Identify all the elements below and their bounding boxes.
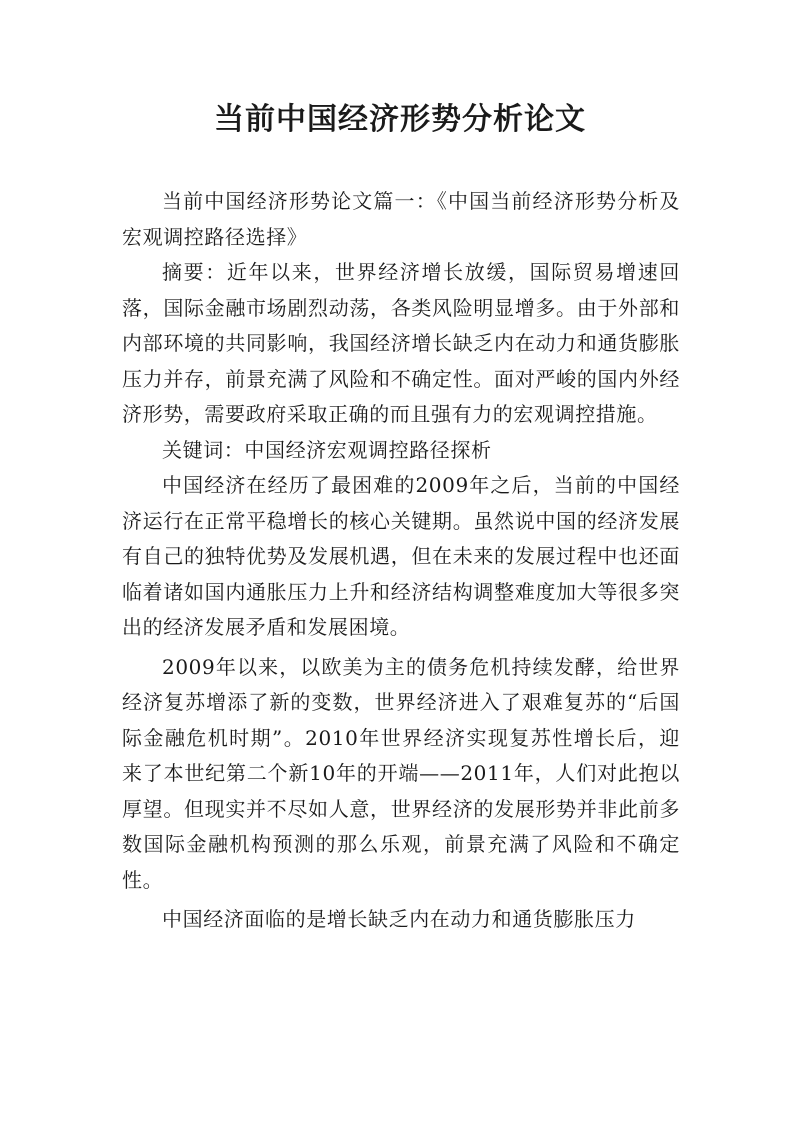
paragraph-article-heading: 当前中国经济形势论文篇一：《中国当前经济形势分析及宏观调控路径选择》 (122, 189, 680, 249)
paragraph-keywords: 关键词：中国经济宏观调控路径探析 (162, 437, 492, 462)
paragraph-body-3: 中国经济面临的是增长缺乏内在动力和通货膨胀压力 (162, 907, 636, 931)
paragraph-body-1: 中国经济在经历了最困难的2009年之后，当前的中国经济运行在正常平稳增长的核心关键期。虽然说中国的经济发展有自己的独特优势及发展机遇，但在未来的发展过程中也还面临着诸如国内通胀压力上升和经济结构调整难度加大等很多突出的经济发展矛盾和发展困境。 (122, 473, 680, 639)
paragraph-body-2: 2009年以来，以欧美为主的债务危机持续发酵，给世界经济复苏增添了新的变数，世界经济进入了艰难复苏的“后国际金融危机时期”。2010年世界经济实现复苏性增长后，迎来了本世纪第二个新10年的开端——2011年，人们对此抱以厚望。但现实并不尽如人意，世界经济的发展形势并非此前多数国际金融机构预测的那么乐观，前景充满了风险和不确定性。 (122, 654, 680, 892)
document-title: 当前中国经济形势分析论文 (214, 102, 586, 137)
document-body (122, 184, 680, 938)
paragraph-abstract: 摘要：近年以来，世界经济增长放缓，国际贸易增速回落，国际金融市场剧烈动荡，各类风险明显增多。由于外部和内部环境的共同影响，我国经济增长缺乏内在动力和通货膨胀压力并存，前景充满了风险和不确定性。面对严峻的国内外经济形势，需要政府采取正确的而且强有力的宏观调控措施。 (122, 260, 680, 426)
